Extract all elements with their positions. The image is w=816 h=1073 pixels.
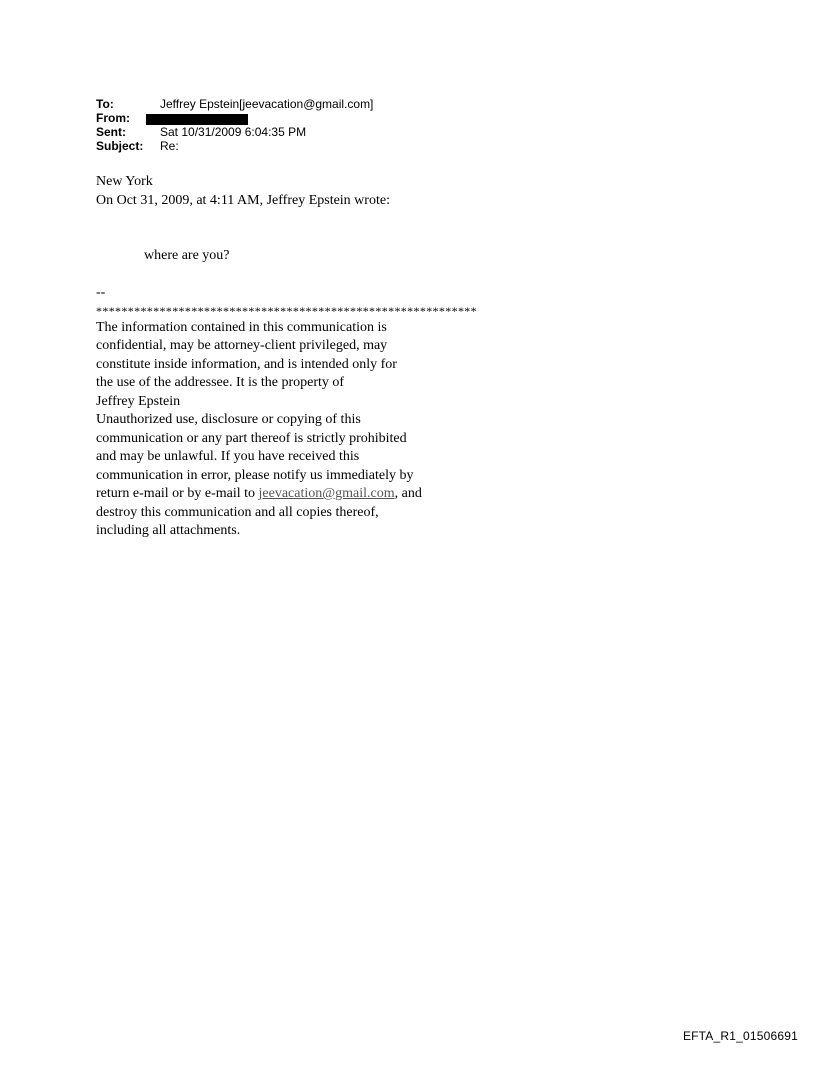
- redaction-bar: [146, 114, 248, 125]
- reply-line: New York: [96, 174, 153, 189]
- quoted-message: [144, 247, 230, 266]
- signature-stars: ************************************************************: [96, 303, 477, 318]
- subject-row: [96, 139, 373, 153]
- disclaimer-line: The information contained in this communication is: [96, 319, 387, 335]
- to-label: To:: [96, 97, 114, 111]
- document-id: EFTA_R1_01506691: [682, 1029, 798, 1043]
- to-value: Jeffrey Epstein[jeevacation@gmail.com]: [160, 97, 374, 111]
- subject-label: Subject:: [96, 139, 144, 153]
- disclaimer-line: communication in error, please notify us immediately by: [96, 467, 414, 483]
- quote-intro: On Oct 31, 2009, at 4:11 AM, Jeffrey Epstein wrote:: [96, 192, 390, 208]
- from-row: [96, 111, 373, 125]
- signature-dashes: --: [96, 285, 106, 300]
- disclaimer-line: communication or any part thereof is strictly prohibited: [96, 430, 407, 446]
- disclaimer-line: Unauthorized use, disclosure or copying of this: [96, 412, 361, 427]
- from-label: From:: [96, 111, 130, 125]
- return-suffix: , and: [394, 486, 422, 501]
- disclaimer-line: the use of the addressee. It is the property of: [96, 375, 345, 390]
- closing-line: including all attachments.: [96, 523, 241, 538]
- disclaimer-return-line: [96, 485, 477, 504]
- return-prefix: return e-mail or by e-mail to: [96, 486, 259, 501]
- message-body: [96, 173, 390, 210]
- email-header: [96, 97, 373, 153]
- closing-line: destroy this communication and all copies thereof,: [96, 504, 379, 520]
- disclaimer-line: and may be unlawful. If you have received this: [96, 449, 360, 464]
- disclaimer-line: Jeffrey Epstein: [96, 393, 181, 409]
- signature-block: [96, 284, 477, 541]
- sent-row: [96, 125, 373, 139]
- email-link[interactable]: jeevacation@gmail.com: [258, 486, 395, 501]
- to-row: [96, 97, 373, 111]
- sent-label: Sent:: [96, 125, 126, 139]
- subject-value: Re:: [160, 139, 179, 153]
- disclaimer-line: confidential, may be attorney-client privileged, may: [96, 338, 388, 353]
- sent-value: Sat 10/31/2009 6:04:35 PM: [160, 125, 307, 139]
- disclaimer-line: constitute inside information, and is intended only for: [96, 356, 397, 372]
- quoted-text: where are you?: [144, 248, 230, 263]
